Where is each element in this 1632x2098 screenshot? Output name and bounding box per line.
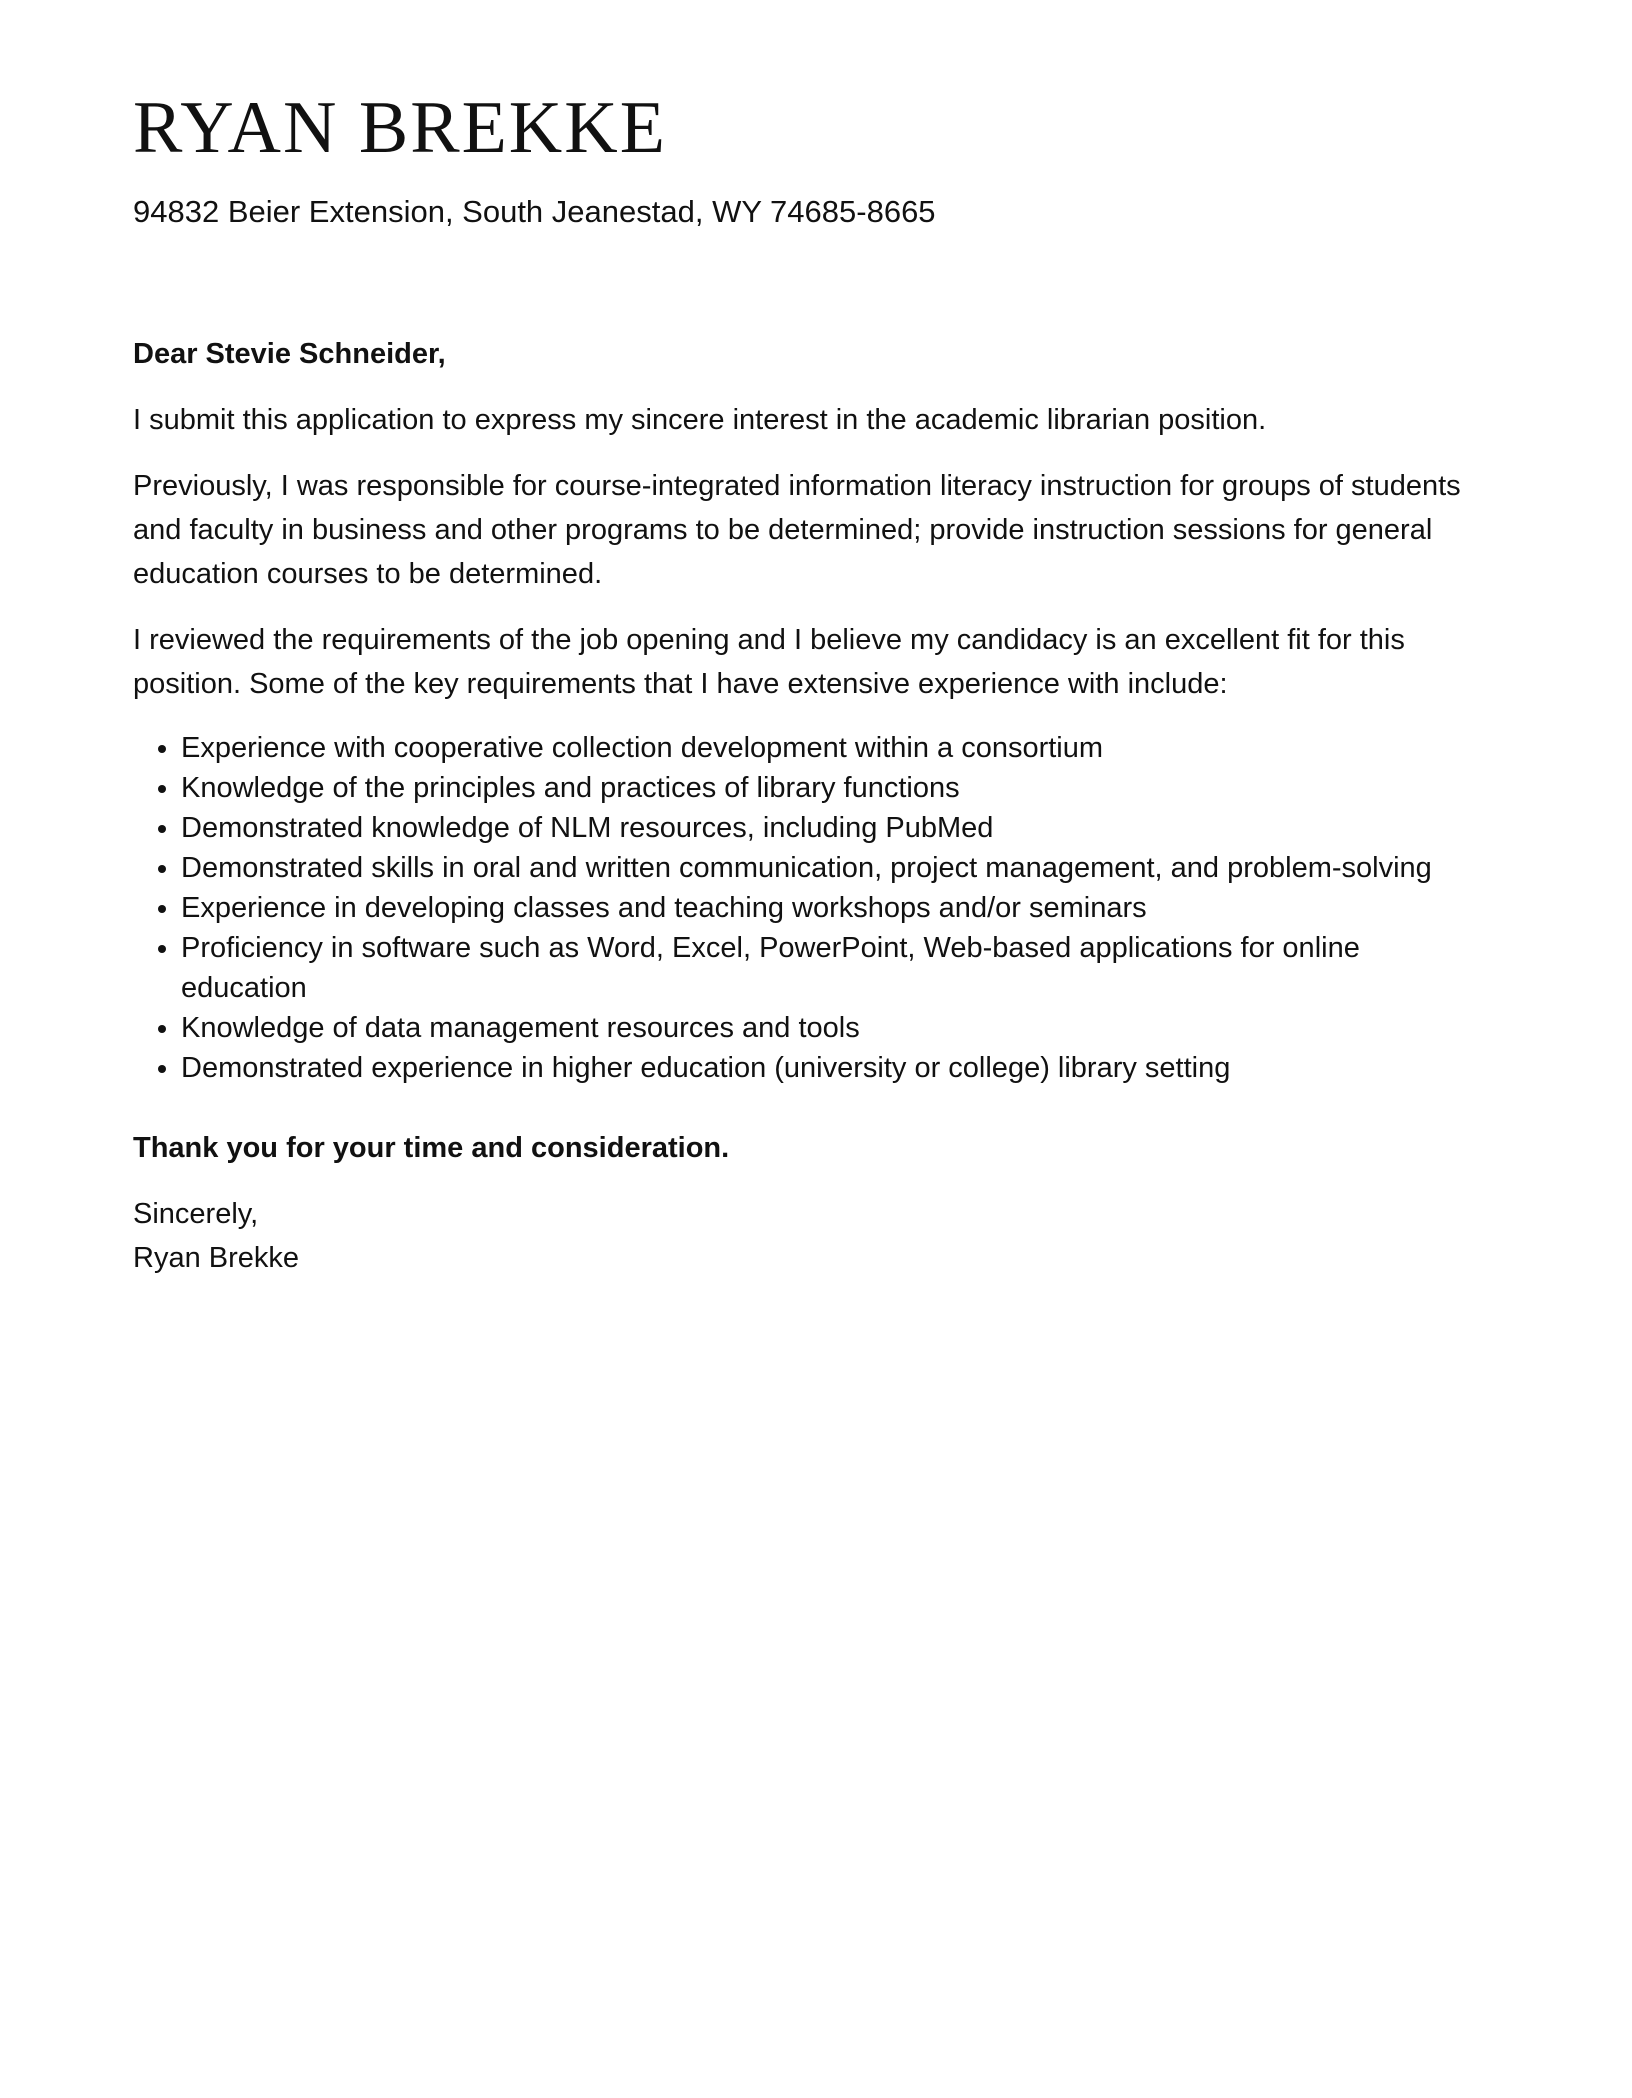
list-item: • Experience with cooperative collection development within a consortium (181, 728, 1473, 768)
list-item: • Knowledge of data management resources and tools (181, 1008, 1473, 1048)
closing-block (133, 1192, 1473, 1280)
closing-phrase: Sincerely, (133, 1198, 259, 1230)
list-item: • Experience in developing classes and teaching workshops and/or seminars (181, 888, 1473, 928)
requirements-intro-paragraph: I reviewed the requirements of the job opening and I believe my candidacy is an excellent fit for this position. Some of the key requirements that I have extensive experience with include: (133, 624, 1405, 700)
list-item: • Knowledge of the principles and practices of library functions (181, 768, 1473, 808)
experience-paragraph: Previously, I was responsible for course-integrated information literacy instruction for groups of students and faculty in business and other programs to be determined; provide instruction sessions for general education courses to be determined. (133, 470, 1461, 590)
list-item: • Demonstrated experience in higher education (university or college) library setting (181, 1048, 1473, 1088)
intro-paragraph: I submit this application to express my sincere interest in the academic librarian position. (133, 404, 1267, 436)
applicant-name: RYAN BREKKE (133, 87, 667, 169)
requirements-list (133, 728, 1473, 1088)
signature-name: Ryan Brekke (133, 1242, 300, 1274)
salutation: Dear Stevie Schneider, (133, 338, 446, 370)
list-item: • Proficiency in software such as Word, Excel, PowerPoint, Web-based applications for online education (181, 928, 1473, 1008)
letter-body (133, 332, 1473, 1302)
thanks-line: Thank you for your time and consideration. (133, 1132, 730, 1164)
list-item: • Demonstrated knowledge of NLM resources, including PubMed (181, 808, 1473, 848)
applicant-address: 94832 Beier Extension, South Jeanestad, WY 74685-8665 (133, 194, 936, 229)
list-item: • Demonstrated skills in oral and written communication, project management, and problem-solving (181, 848, 1473, 888)
